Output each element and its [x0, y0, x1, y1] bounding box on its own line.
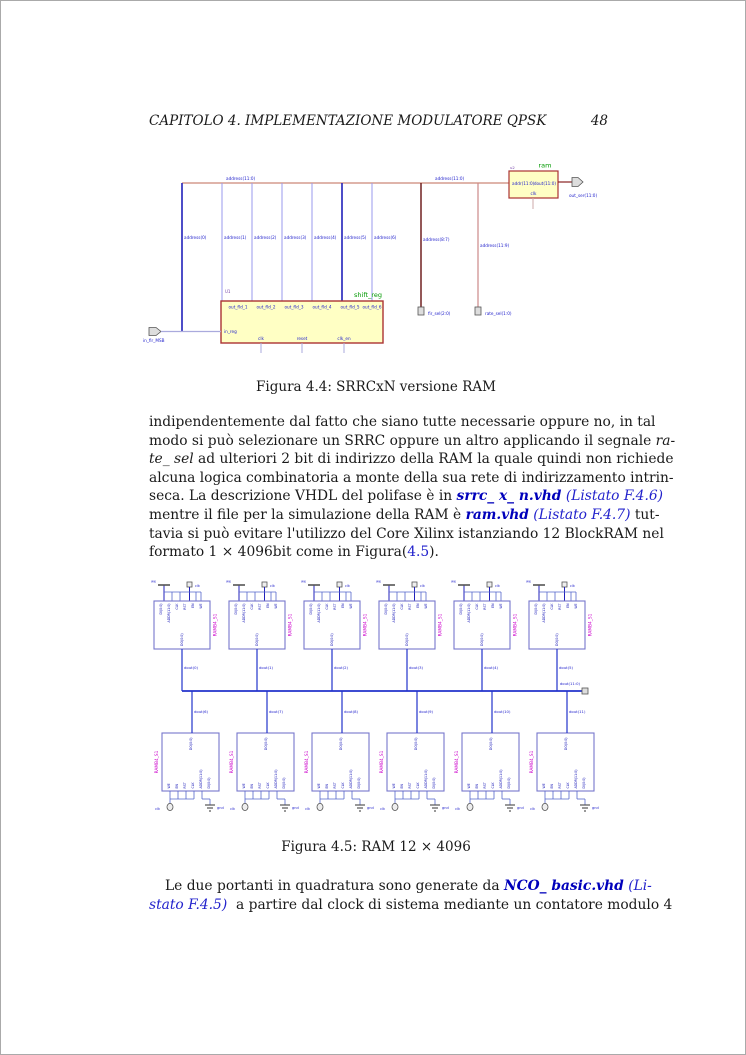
svg-text:WE: WE [317, 783, 321, 789]
svg-text:EN: EN [250, 784, 254, 789]
terminal-icon [167, 803, 173, 810]
svg-text:address(11:9): address(11:9) [480, 243, 510, 248]
terminal-icon [187, 582, 192, 601]
svg-text:dout(1): dout(1) [259, 665, 274, 670]
svg-text:out_fld_3: out_fld_3 [284, 304, 304, 310]
svg-text:address(0): address(0) [184, 235, 207, 240]
figure-4-4-schematic [141, 151, 621, 379]
terminal-icon [392, 803, 398, 810]
svg-text:DO(0:0): DO(0:0) [405, 633, 409, 646]
text-line [149, 896, 673, 915]
svg-text:shift_reg: shift_reg [354, 291, 382, 299]
svg-text:we: we [300, 579, 306, 584]
svg-text:RST: RST [558, 782, 562, 789]
svg-text:we: we [375, 579, 381, 584]
svg-text:RST: RST [558, 603, 562, 610]
svg-text:rate_sel(1:0): rate_sel(1:0) [485, 311, 512, 316]
svg-text:we: we [450, 579, 456, 584]
svg-text:dout(5): dout(5) [559, 665, 574, 670]
svg-text:U1: U1 [225, 289, 231, 294]
svg-text:out_fld_5: out_fld_5 [340, 304, 360, 310]
svg-text:addr(11:0): addr(11:0) [512, 181, 535, 186]
hyperlink[interactable]: (Li- [628, 878, 652, 894]
svg-text:dout(11:0): dout(11:0) [559, 681, 580, 686]
text-segment: mentre il file per la simulazione della RAM è [149, 506, 466, 523]
vcc-icon [233, 585, 245, 601]
svg-text:DO(0:0): DO(0:0) [555, 633, 559, 646]
svg-text:EN: EN [341, 603, 345, 608]
svg-text:ADDR(11:0): ADDR(11:0) [317, 603, 321, 623]
svg-text:clk: clk [258, 336, 264, 341]
terminal-icon [418, 307, 424, 315]
svg-text:clk: clk [455, 807, 460, 811]
svg-text:DO(0:0): DO(0:0) [255, 633, 259, 646]
terminal-icon [262, 582, 267, 601]
svg-text:WE: WE [499, 603, 503, 609]
ramb4-block-bottom [379, 733, 449, 811]
svg-text:address(6): address(6) [374, 235, 397, 240]
svg-text:ADDR(11:0): ADDR(11:0) [242, 603, 246, 623]
ram-block [509, 162, 558, 199]
svg-text:clk: clk [230, 807, 235, 811]
terminal-icon [542, 803, 548, 810]
svg-text:DI(0:0): DI(0:0) [234, 603, 238, 615]
svg-text:WE: WE [167, 783, 171, 789]
svg-text:EN: EN [491, 603, 495, 608]
svg-text:out_fld_4: out_fld_4 [312, 304, 332, 310]
terminal-icon [242, 803, 248, 810]
svg-text:DO(0:0): DO(0:0) [489, 737, 493, 751]
svg-text:dout(11:0): dout(11:0) [533, 181, 556, 186]
svg-text:address(5): address(5) [344, 235, 367, 240]
svg-text:DO(0:0): DO(0:0) [564, 737, 568, 751]
hyperlink[interactable]: stato F.4.5) [149, 896, 228, 913]
text-segment: indipendentemente dal fatto che siano tutte necessarie oppure no, in tal [149, 414, 656, 430]
svg-text:ram: ram [538, 161, 552, 170]
svg-text:CLK: CLK [325, 603, 329, 610]
svg-text:clk: clk [420, 584, 425, 588]
text-line [149, 450, 674, 469]
svg-text:CLK: CLK [475, 603, 479, 610]
svg-text:ADDR(11:0): ADDR(11:0) [499, 769, 503, 789]
svg-text:WE: WE [349, 603, 353, 609]
svg-text:ADDR(11:0): ADDR(11:0) [424, 769, 428, 789]
vcc-icon [533, 585, 545, 601]
svg-text:clk: clk [345, 584, 350, 588]
body-paragraph-1 [149, 413, 676, 562]
svg-text:CLK: CLK [566, 782, 570, 789]
svg-text:WE: WE [242, 783, 246, 789]
svg-text:CLK: CLK [400, 603, 404, 610]
ramb4-block-top [226, 580, 294, 650]
svg-text:RST: RST [183, 603, 187, 610]
svg-text:clk: clk [530, 191, 537, 196]
svg-text:address(1): address(1) [224, 235, 247, 240]
svg-text:RAMB4_S1: RAMB4_S1 [530, 750, 535, 774]
ramb4-block-bottom [454, 733, 524, 811]
ramb4-block-bottom [154, 733, 224, 811]
svg-text:RAMB4_S1: RAMB4_S1 [230, 750, 235, 774]
svg-text:dout(3): dout(3) [409, 665, 424, 670]
text-segment: te_ sel [149, 451, 194, 468]
svg-text:CLK: CLK [175, 603, 179, 610]
shift-reg-block [221, 289, 383, 343]
text-line [149, 432, 676, 451]
input-buffer-icon [149, 328, 161, 336]
gnd-icon [430, 799, 440, 811]
svg-text:dout(8): dout(8) [344, 709, 359, 714]
output-buffer-icon [572, 178, 583, 187]
text-line [149, 543, 611, 562]
svg-text:address(2): address(2) [254, 235, 277, 240]
svg-text:ADDR(11:0): ADDR(11:0) [467, 603, 471, 623]
text-line [149, 413, 656, 432]
terminal-icon [412, 582, 417, 601]
svg-text:CLK: CLK [550, 603, 554, 610]
svg-text:EN: EN [400, 784, 404, 789]
svg-text:WE: WE [274, 603, 278, 609]
page-number: 48 [590, 113, 608, 129]
page-header [149, 113, 608, 129]
ramb4-block-bottom [529, 733, 599, 811]
svg-text:gnd: gnd [292, 806, 299, 810]
svg-text:CLK: CLK [191, 782, 195, 789]
svg-text:WE: WE [199, 603, 203, 609]
hyperlink[interactable]: NCO_ basic.vhd [504, 878, 624, 894]
svg-text:EN: EN [191, 603, 195, 608]
svg-text:address(8:7): address(8:7) [423, 237, 450, 242]
vcc-icon [458, 585, 470, 601]
text-segment: seca. La descrizione VHDL del polifase è in [149, 488, 457, 505]
svg-text:ADDR(11:0): ADDR(11:0) [542, 603, 546, 623]
svg-text:RAMB4_S1: RAMB4_S1 [213, 613, 219, 637]
ramb4-block-top [376, 580, 444, 650]
svg-text:address(11:0): address(11:0) [435, 176, 465, 181]
text-segment: tavia si può evitare l'utilizzo del Core Xilinx istanziando 12 BlockRAM nel [149, 525, 664, 542]
text-segment: modo si può selezionare un SRRC oppure un altro applicando il segnale [149, 432, 656, 449]
svg-text:out_fld_1: out_fld_1 [228, 304, 248, 310]
svg-text:CLK: CLK [250, 603, 254, 610]
hyperlink[interactable]: ram.vhd [465, 506, 529, 523]
gnd-icon [355, 799, 365, 811]
svg-text:RAMB4_S1: RAMB4_S1 [513, 613, 519, 637]
svg-text:DI(0:0): DI(0:0) [207, 777, 211, 789]
svg-text:we: we [525, 579, 531, 584]
gnd-icon [205, 799, 215, 811]
svg-text:EN: EN [475, 784, 479, 789]
svg-text:DI(0:0): DI(0:0) [357, 777, 361, 789]
text-segment: ). [429, 544, 439, 561]
figure-4-4-caption: Figura 4.4: SRRCxN versione RAM [256, 379, 496, 395]
body-paragraph-2 [149, 877, 673, 914]
svg-text:RAMB4_S1: RAMB4_S1 [363, 613, 369, 637]
text-line [149, 506, 660, 525]
svg-text:clk: clk [155, 807, 160, 811]
svg-text:RST: RST [258, 603, 262, 610]
svg-text:DI(0:0): DI(0:0) [582, 777, 586, 789]
terminal-icon [467, 803, 473, 810]
svg-text:in_reg: in_reg [224, 329, 237, 334]
hyperlink[interactable]: (Listato F.4.7) [533, 506, 631, 523]
svg-text:we: we [150, 579, 156, 584]
svg-text:CLK: CLK [491, 782, 495, 789]
text-segment: ra- [655, 432, 676, 449]
svg-text:gnd: gnd [217, 806, 224, 810]
text-segment: ad ulteriori 2 bit di indirizzo della RAM la quale quindi non richiede [193, 451, 674, 468]
svg-text:dout(4): dout(4) [484, 665, 499, 670]
svg-text:DI(0:0): DI(0:0) [507, 777, 511, 789]
text-line [149, 877, 652, 896]
svg-text:ADDR(11:0): ADDR(11:0) [574, 769, 578, 789]
svg-text:CLK: CLK [341, 782, 345, 789]
vcc-icon [383, 585, 395, 601]
svg-text:DO(0:0): DO(0:0) [330, 633, 334, 646]
text-segment: alcuna logica combinatoria a monte della sua rete di indirizzamento intrin- [149, 469, 674, 486]
hyperlink[interactable]: srrc_ x_ n.vhd [456, 488, 562, 505]
hyperlink[interactable]: 4.5 [407, 544, 430, 561]
svg-text:RST: RST [183, 782, 187, 789]
ramb4-block-top [151, 580, 219, 650]
svg-text:address(11:0): address(11:0) [226, 176, 256, 181]
svg-text:WE: WE [424, 603, 428, 609]
text-segment: Le due portanti in quadratura sono generate da [165, 878, 505, 894]
svg-text:DO(0:0): DO(0:0) [189, 737, 193, 751]
svg-text:DO(0:0): DO(0:0) [180, 633, 184, 646]
svg-text:u2: u2 [510, 165, 515, 170]
svg-text:clk: clk [305, 807, 310, 811]
svg-text:DO(0:0): DO(0:0) [414, 737, 418, 751]
svg-text:EN: EN [325, 784, 329, 789]
text-segment: a partire dal clock di sistema mediante un contatore modulo 4 [227, 896, 673, 913]
svg-text:EN: EN [266, 603, 270, 608]
svg-text:ADDR(11:0): ADDR(11:0) [392, 603, 396, 623]
terminal-icon [562, 582, 567, 601]
terminal-icon [475, 307, 481, 315]
svg-text:dout(11): dout(11) [569, 709, 586, 714]
svg-text:WE: WE [542, 783, 546, 789]
svg-text:DI(0:0): DI(0:0) [282, 777, 286, 789]
svg-text:clk: clk [195, 584, 200, 588]
svg-text:out_fld_6: out_fld_6 [362, 304, 382, 310]
svg-text:EN: EN [416, 603, 420, 608]
svg-text:ADDR(11:0): ADDR(11:0) [167, 603, 171, 623]
svg-text:RAMB4_S1: RAMB4_S1 [438, 613, 444, 637]
svg-text:DI(0:0): DI(0:0) [159, 603, 163, 615]
svg-text:DO(0:0): DO(0:0) [339, 737, 343, 751]
svg-text:RAMB4_S1: RAMB4_S1 [288, 613, 294, 637]
svg-text:gnd: gnd [442, 806, 449, 810]
ramb4-block-top [451, 580, 519, 650]
terminal-icon [582, 688, 588, 694]
svg-text:RST: RST [333, 782, 337, 789]
svg-text:dout(9): dout(9) [419, 709, 434, 714]
svg-text:RST: RST [483, 603, 487, 610]
svg-text:out_fld_2: out_fld_2 [256, 304, 276, 310]
svg-text:in_fir_MSB: in_fir_MSB [143, 338, 165, 343]
svg-text:gnd: gnd [367, 806, 374, 810]
gnd-icon [280, 799, 290, 811]
hyperlink[interactable]: (Listato F.4.6) [565, 488, 663, 505]
svg-text:DO(0:0): DO(0:0) [264, 737, 268, 751]
svg-text:DI(0:0): DI(0:0) [459, 603, 463, 615]
svg-text:clk: clk [530, 807, 535, 811]
svg-text:RAMB4_S1: RAMB4_S1 [305, 750, 310, 774]
svg-text:WE: WE [574, 603, 578, 609]
svg-text:ADDR(11:0): ADDR(11:0) [349, 769, 353, 789]
svg-text:DI(0:0): DI(0:0) [534, 603, 538, 615]
text-segment: formato 1 × 4096bit come in Figura( [149, 544, 408, 561]
svg-text:clk: clk [570, 584, 575, 588]
svg-text:RAMB4_S1: RAMB4_S1 [155, 750, 160, 774]
svg-text:RST: RST [408, 782, 412, 789]
terminal-icon [487, 582, 492, 601]
svg-text:RAMB4_S1: RAMB4_S1 [588, 613, 594, 637]
svg-text:DI(0:0): DI(0:0) [384, 603, 388, 615]
text-line [149, 525, 664, 544]
gnd-icon [580, 799, 590, 811]
svg-text:CLK: CLK [266, 782, 270, 789]
svg-text:dout(10): dout(10) [494, 709, 511, 714]
svg-text:RAMB4_S1: RAMB4_S1 [455, 750, 460, 774]
vcc-icon [158, 585, 170, 601]
svg-text:we: we [225, 579, 231, 584]
svg-text:dout(2): dout(2) [334, 665, 349, 670]
svg-text:ADDR(11:0): ADDR(11:0) [199, 769, 203, 789]
svg-text:gnd: gnd [592, 806, 599, 810]
ramb4-block-top [301, 580, 369, 650]
svg-text:dout(6): dout(6) [194, 709, 209, 714]
ramb4-block-bottom [304, 733, 374, 811]
text-line [149, 487, 663, 506]
svg-text:dout(0): dout(0) [184, 665, 199, 670]
svg-text:CLK: CLK [416, 782, 420, 789]
svg-text:clk: clk [495, 584, 500, 588]
svg-text:EN: EN [550, 784, 554, 789]
svg-text:DI(0:0): DI(0:0) [309, 603, 313, 615]
svg-text:DI(0:0): DI(0:0) [432, 777, 436, 789]
svg-text:DO(0:0): DO(0:0) [480, 633, 484, 646]
svg-text:EN: EN [175, 784, 179, 789]
svg-text:address(4): address(4) [314, 235, 337, 240]
svg-text:address(3): address(3) [284, 235, 307, 240]
svg-text:dout(7): dout(7) [269, 709, 284, 714]
ramb4-block-bottom [229, 733, 299, 811]
svg-text:gnd: gnd [517, 806, 524, 810]
svg-text:WE: WE [467, 783, 471, 789]
svg-text:EN: EN [566, 603, 570, 608]
figure-4-5-caption: Figura 4.5: RAM 12 × 4096 [281, 839, 471, 855]
svg-text:ADDR(11:0): ADDR(11:0) [274, 769, 278, 789]
text-segment: tut- [630, 506, 660, 523]
svg-text:RST: RST [333, 603, 337, 610]
svg-text:out_ser(11:0): out_ser(11:0) [569, 193, 598, 198]
svg-text:RST: RST [258, 782, 262, 789]
ramb4-block-top [526, 580, 594, 650]
svg-text:clk_en: clk_en [337, 336, 351, 341]
svg-text:clk: clk [270, 584, 275, 588]
svg-text:WE: WE [392, 783, 396, 789]
text-line [149, 469, 674, 488]
chapter-title: CAPITOLO 4. IMPLEMENTAZIONE MODULATORE QPSK [149, 113, 547, 129]
svg-text:clk: clk [380, 807, 385, 811]
gnd-icon [505, 799, 515, 811]
svg-text:RST: RST [408, 603, 412, 610]
terminal-icon [337, 582, 342, 601]
terminal-icon [317, 803, 323, 810]
svg-text:reset: reset [296, 336, 308, 341]
svg-text:RST: RST [483, 782, 487, 789]
figure-4-5-schematic [141, 561, 621, 829]
vcc-icon [308, 585, 320, 601]
svg-text:RAMB4_S1: RAMB4_S1 [380, 750, 385, 774]
svg-text:fir_sel(2:0): fir_sel(2:0) [428, 311, 451, 316]
